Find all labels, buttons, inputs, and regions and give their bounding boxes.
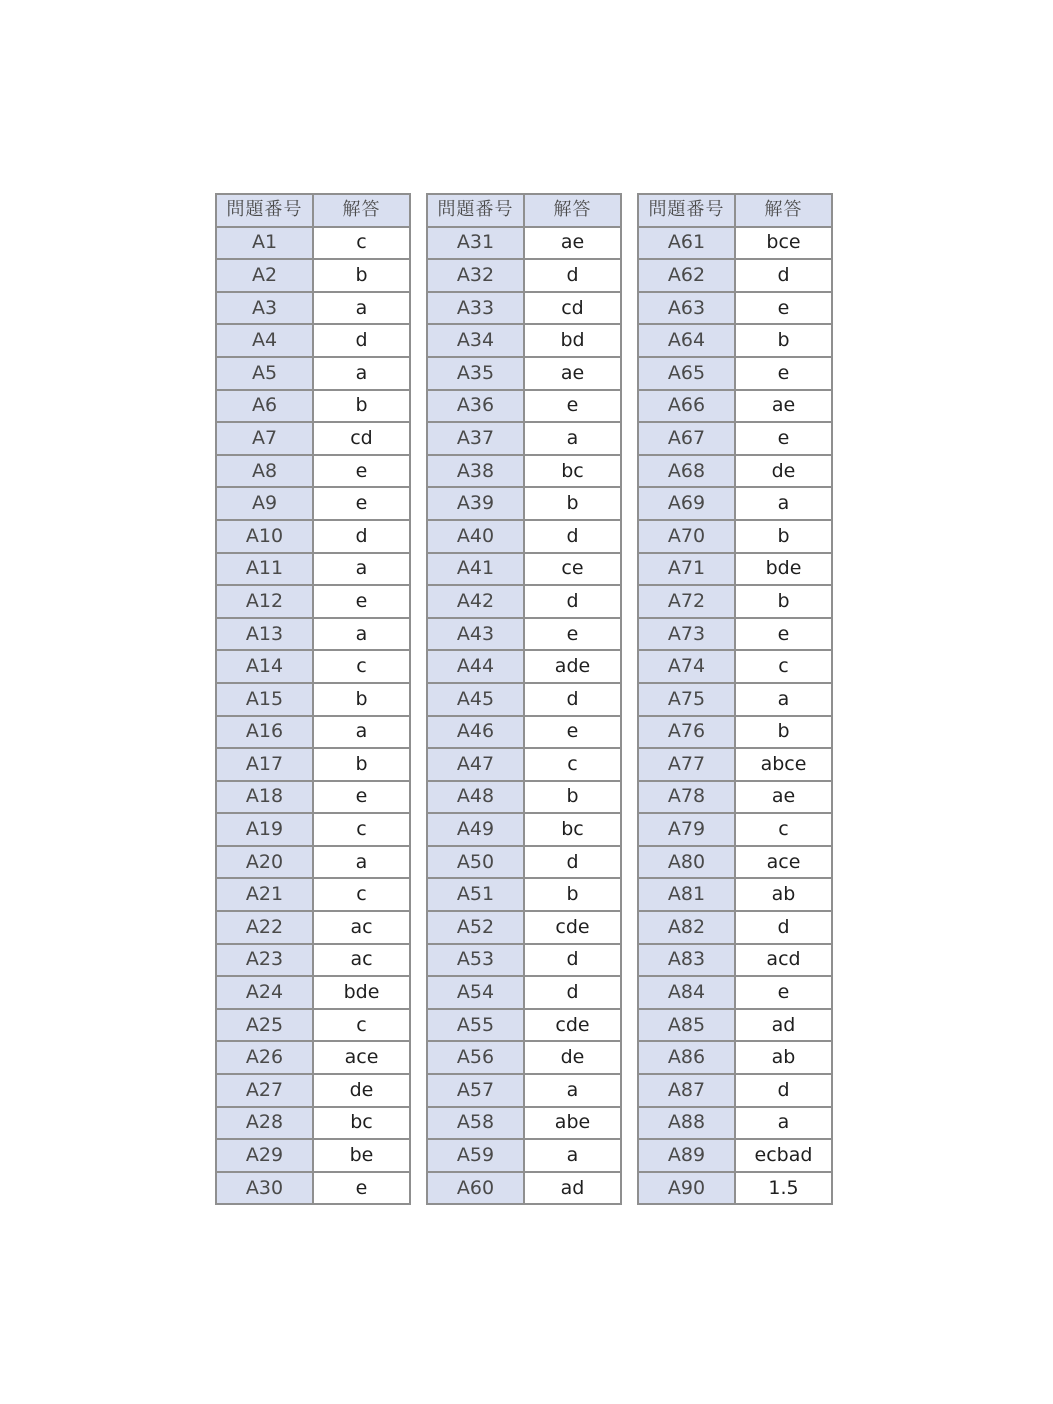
question-number-cell: A20: [216, 846, 313, 879]
question-number-cell: A57: [427, 1074, 524, 1107]
answer-cell: ce: [524, 553, 621, 586]
question-number-cell: A7: [216, 422, 313, 455]
table-row: [638, 455, 832, 488]
answer-cell: be: [313, 1139, 410, 1172]
table-row: [427, 422, 621, 455]
question-number-cell: A67: [638, 422, 735, 455]
question-number-header: 問題番号: [638, 194, 735, 227]
answer-cell: b: [735, 324, 832, 357]
answer-cell: d: [524, 976, 621, 1009]
answer-cell: c: [313, 227, 410, 260]
table-header-row: [427, 194, 621, 227]
table-row: [216, 716, 410, 749]
question-number-cell: A86: [638, 1041, 735, 1074]
answer-cell: ade: [524, 650, 621, 683]
table-row: [638, 878, 832, 911]
table-row: [216, 487, 410, 520]
question-number-cell: A27: [216, 1074, 313, 1107]
table-row: [638, 683, 832, 716]
answer-cell: e: [735, 422, 832, 455]
question-number-cell: A4: [216, 324, 313, 357]
question-number-cell: A69: [638, 487, 735, 520]
answer-cell: b: [313, 683, 410, 716]
question-number-cell: A72: [638, 585, 735, 618]
table-row: [427, 813, 621, 846]
table-row: [638, 553, 832, 586]
question-number-cell: A87: [638, 1074, 735, 1107]
answer-cell: d: [313, 324, 410, 357]
answer-cell: bce: [735, 227, 832, 260]
answer-cell: d: [735, 259, 832, 292]
question-number-cell: A64: [638, 324, 735, 357]
question-number-cell: A2: [216, 259, 313, 292]
answer-cell: ab: [735, 1041, 832, 1074]
table-row: [216, 455, 410, 488]
question-number-cell: A18: [216, 781, 313, 814]
question-number-cell: A90: [638, 1172, 735, 1205]
table-row: [427, 1041, 621, 1074]
answer-cell: ecbad: [735, 1139, 832, 1172]
answer-cell: bde: [735, 553, 832, 586]
answer-cell: e: [313, 781, 410, 814]
table-row: [427, 976, 621, 1009]
answer-cell: ae: [735, 390, 832, 423]
table-row: [216, 1172, 410, 1205]
table-row: [427, 1172, 621, 1205]
table-row: [427, 911, 621, 944]
answer-cell: ae: [735, 781, 832, 814]
question-number-cell: A60: [427, 1172, 524, 1205]
answer-cell: b: [524, 781, 621, 814]
answer-cell: b: [524, 487, 621, 520]
answer-cell: 1.5: [735, 1172, 832, 1205]
answer-cell: de: [524, 1041, 621, 1074]
table-row: [427, 585, 621, 618]
question-number-cell: A59: [427, 1139, 524, 1172]
question-number-cell: A80: [638, 846, 735, 879]
question-number-cell: A1: [216, 227, 313, 260]
answer-cell: cde: [524, 1009, 621, 1042]
answer-cell: abe: [524, 1107, 621, 1140]
table-row: [216, 976, 410, 1009]
answer-cell: b: [524, 878, 621, 911]
table-row: [427, 1139, 621, 1172]
answer-cell: ad: [735, 1009, 832, 1042]
question-number-cell: A47: [427, 748, 524, 781]
answer-cell: a: [524, 1074, 621, 1107]
answer-cell: a: [735, 1107, 832, 1140]
question-number-cell: A8: [216, 455, 313, 488]
answer-table-1: [215, 193, 411, 1205]
table-row: [216, 520, 410, 553]
answer-cell: de: [313, 1074, 410, 1107]
answer-cell: c: [735, 813, 832, 846]
question-number-cell: A81: [638, 878, 735, 911]
table-row: [638, 292, 832, 325]
table-row: [427, 487, 621, 520]
question-number-cell: A37: [427, 422, 524, 455]
question-number-cell: A44: [427, 650, 524, 683]
question-number-cell: A52: [427, 911, 524, 944]
answer-cell: c: [313, 878, 410, 911]
question-number-cell: A42: [427, 585, 524, 618]
table-row: [638, 618, 832, 651]
answer-cell: a: [735, 487, 832, 520]
question-number-cell: A48: [427, 781, 524, 814]
table-row: [427, 878, 621, 911]
table-row: [216, 324, 410, 357]
answer-cell: bc: [524, 813, 621, 846]
table-row: [427, 227, 621, 260]
table-row: [427, 683, 621, 716]
answer-cell: d: [735, 1074, 832, 1107]
answer-cell: ac: [313, 911, 410, 944]
table-row: [427, 650, 621, 683]
question-number-cell: A9: [216, 487, 313, 520]
answer-cell: e: [313, 487, 410, 520]
answer-cell: a: [313, 357, 410, 390]
question-number-cell: A71: [638, 553, 735, 586]
table-row: [216, 1107, 410, 1140]
table-row: [638, 1009, 832, 1042]
table-row: [216, 1139, 410, 1172]
answer-cell: bde: [313, 976, 410, 1009]
answer-cell: de: [735, 455, 832, 488]
table-row: [638, 781, 832, 814]
table-row: [638, 1074, 832, 1107]
table-row: [216, 259, 410, 292]
table-row: [638, 1172, 832, 1205]
answer-cell: d: [313, 520, 410, 553]
table-row: [427, 357, 621, 390]
table-row: [638, 1041, 832, 1074]
answer-cell: bd: [524, 324, 621, 357]
answer-header: 解答: [735, 194, 832, 227]
question-number-cell: A16: [216, 716, 313, 749]
answer-cell: a: [313, 292, 410, 325]
question-number-cell: A5: [216, 357, 313, 390]
answer-table-body: [427, 227, 621, 1205]
table-row: [638, 716, 832, 749]
question-number-cell: A68: [638, 455, 735, 488]
table-row: [216, 781, 410, 814]
answer-cell: e: [313, 1172, 410, 1205]
question-number-cell: A21: [216, 878, 313, 911]
table-row: [216, 683, 410, 716]
question-number-cell: A13: [216, 618, 313, 651]
question-number-cell: A89: [638, 1139, 735, 1172]
answer-cell: bc: [524, 455, 621, 488]
question-number-cell: A49: [427, 813, 524, 846]
question-number-cell: A58: [427, 1107, 524, 1140]
question-number-cell: A24: [216, 976, 313, 1009]
table-row: [216, 553, 410, 586]
table-row: [427, 455, 621, 488]
table-row: [638, 650, 832, 683]
answer-cell: ad: [524, 1172, 621, 1205]
answer-cell: e: [735, 618, 832, 651]
answer-cell: cde: [524, 911, 621, 944]
answer-cell: d: [524, 944, 621, 977]
answer-cell: a: [313, 618, 410, 651]
answer-cell: d: [735, 911, 832, 944]
question-number-cell: A74: [638, 650, 735, 683]
table-row: [427, 390, 621, 423]
answer-cell: ac: [313, 944, 410, 977]
question-number-cell: A70: [638, 520, 735, 553]
question-number-cell: A76: [638, 716, 735, 749]
question-number-cell: A45: [427, 683, 524, 716]
question-number-cell: A41: [427, 553, 524, 586]
answer-cell: a: [735, 683, 832, 716]
table-row: [638, 520, 832, 553]
table-row: [216, 422, 410, 455]
answer-cell: b: [735, 520, 832, 553]
question-number-cell: A63: [638, 292, 735, 325]
table-row: [216, 911, 410, 944]
table-row: [638, 324, 832, 357]
table-row: [216, 585, 410, 618]
answer-header: 解答: [524, 194, 621, 227]
table-row: [638, 227, 832, 260]
answer-cell: abce: [735, 748, 832, 781]
answer-cell: d: [524, 846, 621, 879]
question-number-cell: A50: [427, 846, 524, 879]
question-number-cell: A61: [638, 227, 735, 260]
answer-cell: c: [524, 748, 621, 781]
answer-cell: cd: [313, 422, 410, 455]
table-row: [427, 618, 621, 651]
question-number-cell: A33: [427, 292, 524, 325]
question-number-cell: A51: [427, 878, 524, 911]
answer-cell: b: [735, 585, 832, 618]
question-number-cell: A30: [216, 1172, 313, 1205]
question-number-cell: A75: [638, 683, 735, 716]
table-header-row: [216, 194, 410, 227]
table-row: [216, 1009, 410, 1042]
table-row: [427, 846, 621, 879]
question-number-cell: A82: [638, 911, 735, 944]
question-number-cell: A15: [216, 683, 313, 716]
question-number-cell: A22: [216, 911, 313, 944]
table-row: [638, 585, 832, 618]
table-row: [638, 1107, 832, 1140]
question-number-cell: A12: [216, 585, 313, 618]
table-row: [638, 846, 832, 879]
answer-table-body: [638, 227, 832, 1205]
question-number-cell: A29: [216, 1139, 313, 1172]
question-number-cell: A40: [427, 520, 524, 553]
table-row: [427, 324, 621, 357]
question-number-cell: A32: [427, 259, 524, 292]
table-row: [216, 846, 410, 879]
question-number-cell: A34: [427, 324, 524, 357]
answer-cell: b: [735, 716, 832, 749]
answer-cell: bc: [313, 1107, 410, 1140]
answer-cell: b: [313, 259, 410, 292]
table-row: [427, 1009, 621, 1042]
table-row: [216, 1041, 410, 1074]
question-number-header: 問題番号: [216, 194, 313, 227]
question-number-cell: A43: [427, 618, 524, 651]
question-number-header: 問題番号: [427, 194, 524, 227]
table-row: [427, 781, 621, 814]
answer-cell: ace: [735, 846, 832, 879]
question-number-cell: A66: [638, 390, 735, 423]
answer-cell: c: [313, 813, 410, 846]
answer-cell: e: [313, 455, 410, 488]
answer-cell: a: [524, 1139, 621, 1172]
table-row: [638, 1139, 832, 1172]
table-row: [427, 553, 621, 586]
question-number-cell: A6: [216, 390, 313, 423]
answer-cell: e: [313, 585, 410, 618]
table-header-row: [638, 194, 832, 227]
question-number-cell: A73: [638, 618, 735, 651]
question-number-cell: A77: [638, 748, 735, 781]
answer-cell: d: [524, 259, 621, 292]
answer-cell: d: [524, 520, 621, 553]
table-row: [638, 259, 832, 292]
answer-cell: a: [313, 553, 410, 586]
table-row: [638, 390, 832, 423]
question-number-cell: A39: [427, 487, 524, 520]
answer-cell: ab: [735, 878, 832, 911]
question-number-cell: A11: [216, 553, 313, 586]
question-number-cell: A85: [638, 1009, 735, 1042]
answer-cell: acd: [735, 944, 832, 977]
question-number-cell: A55: [427, 1009, 524, 1042]
answer-cell: e: [524, 390, 621, 423]
table-row: [427, 259, 621, 292]
question-number-cell: A25: [216, 1009, 313, 1042]
question-number-cell: A31: [427, 227, 524, 260]
answer-cell: ae: [524, 357, 621, 390]
question-number-cell: A23: [216, 944, 313, 977]
question-number-cell: A36: [427, 390, 524, 423]
question-number-cell: A14: [216, 650, 313, 683]
table-row: [427, 1074, 621, 1107]
table-row: [216, 748, 410, 781]
table-row: [638, 976, 832, 1009]
table-row: [216, 650, 410, 683]
answer-cell: ace: [313, 1041, 410, 1074]
table-row: [638, 748, 832, 781]
question-number-cell: A79: [638, 813, 735, 846]
question-number-cell: A62: [638, 259, 735, 292]
answer-cell: e: [735, 976, 832, 1009]
answer-cell: a: [313, 716, 410, 749]
table-row: [216, 357, 410, 390]
question-number-cell: A10: [216, 520, 313, 553]
answer-cell: e: [524, 716, 621, 749]
table-row: [216, 618, 410, 651]
table-row: [427, 1107, 621, 1140]
question-number-cell: A54: [427, 976, 524, 1009]
answer-cell: d: [524, 683, 621, 716]
answer-cell: c: [735, 650, 832, 683]
table-row: [638, 422, 832, 455]
table-row: [638, 487, 832, 520]
question-number-cell: A65: [638, 357, 735, 390]
answer-table-body: [216, 227, 410, 1205]
table-row: [427, 292, 621, 325]
table-row: [216, 944, 410, 977]
question-number-cell: A78: [638, 781, 735, 814]
answer-cell: b: [313, 390, 410, 423]
table-row: [638, 357, 832, 390]
question-number-cell: A83: [638, 944, 735, 977]
answer-cell: e: [735, 357, 832, 390]
table-row: [638, 944, 832, 977]
answer-cell: d: [524, 585, 621, 618]
question-number-cell: A17: [216, 748, 313, 781]
question-number-cell: A46: [427, 716, 524, 749]
answer-cell: e: [524, 618, 621, 651]
question-number-cell: A38: [427, 455, 524, 488]
question-number-cell: A53: [427, 944, 524, 977]
answer-cell: cd: [524, 292, 621, 325]
answer-cell: e: [735, 292, 832, 325]
table-row: [427, 520, 621, 553]
table-row: [427, 944, 621, 977]
answer-cell: a: [524, 422, 621, 455]
question-number-cell: A26: [216, 1041, 313, 1074]
answer-table-3: [637, 193, 833, 1205]
table-row: [216, 390, 410, 423]
table-row: [427, 716, 621, 749]
question-number-cell: A28: [216, 1107, 313, 1140]
question-number-cell: A56: [427, 1041, 524, 1074]
answer-cell: c: [313, 650, 410, 683]
table-row: [638, 813, 832, 846]
answer-cell: a: [313, 846, 410, 879]
table-row: [216, 878, 410, 911]
table-row: [216, 1074, 410, 1107]
answer-cell: b: [313, 748, 410, 781]
table-row: [216, 292, 410, 325]
table-row: [216, 813, 410, 846]
table-row: [216, 227, 410, 260]
question-number-cell: A3: [216, 292, 313, 325]
answer-cell: ae: [524, 227, 621, 260]
table-row: [638, 911, 832, 944]
question-number-cell: A84: [638, 976, 735, 1009]
answer-cell: c: [313, 1009, 410, 1042]
question-number-cell: A19: [216, 813, 313, 846]
question-number-cell: A35: [427, 357, 524, 390]
answer-header: 解答: [313, 194, 410, 227]
answer-table-2: [426, 193, 622, 1205]
question-number-cell: A88: [638, 1107, 735, 1140]
table-row: [427, 748, 621, 781]
